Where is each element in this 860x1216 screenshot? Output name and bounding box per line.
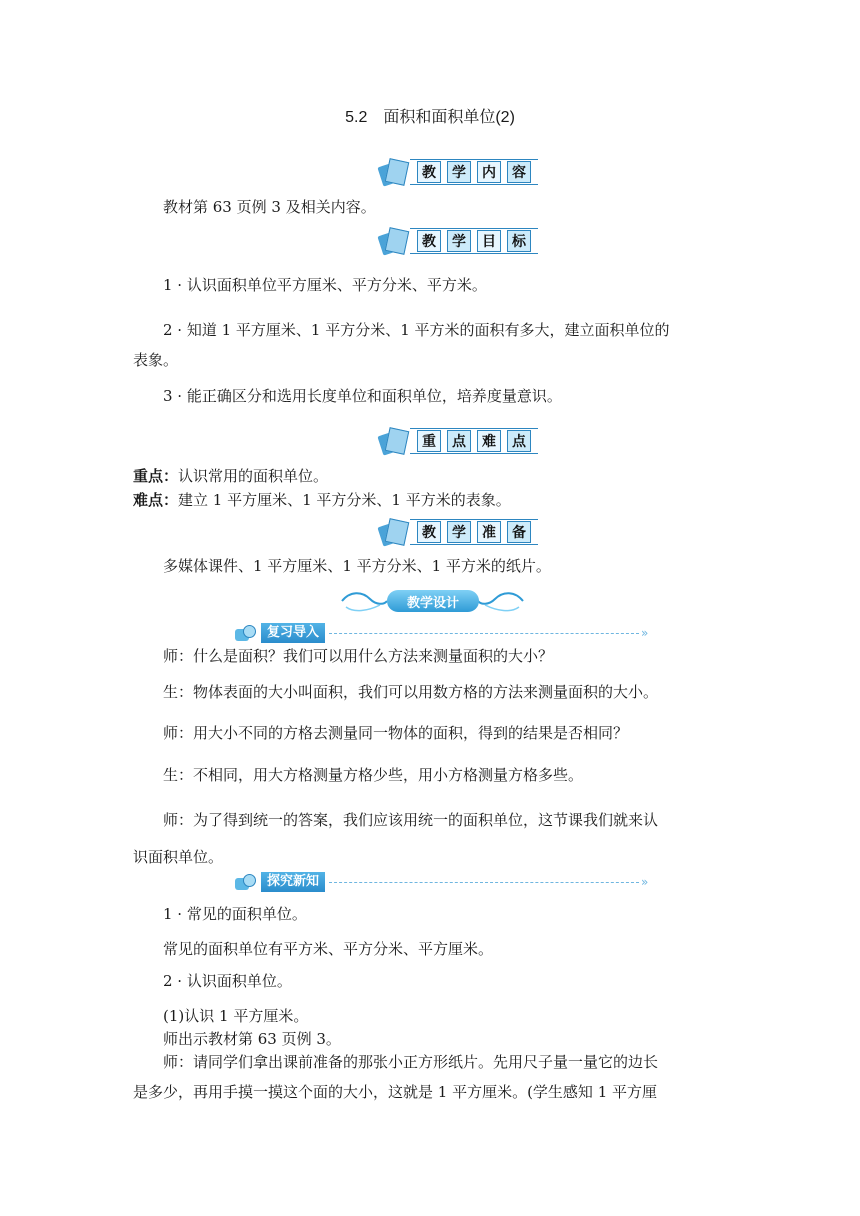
dialogue-line: 生：物体表面的大小叫面积，我们可以用数方格的方法来测量面积的大小。 — [163, 683, 659, 701]
banner-char: 教 — [417, 521, 441, 543]
key-label: 重点： — [133, 467, 179, 485]
banner-char: 难 — [477, 430, 501, 452]
double-arrow-icon: » — [641, 626, 649, 640]
section-banner-keypoints — [378, 426, 538, 456]
goal-item: 1 · 认识面积单位平方厘米、平方分米、平方米。 — [163, 276, 487, 294]
double-arrow-icon: » — [641, 875, 649, 889]
section-banner-content — [378, 157, 538, 187]
dialogue-line: 识面积单位。 — [133, 848, 224, 866]
key-point — [133, 466, 733, 486]
dialogue-line: 师：为了得到统一的答案，我们应该用统一的面积单位，这节课我们就来认 — [163, 811, 659, 829]
banner-char: 学 — [447, 521, 471, 543]
difficult-point — [133, 490, 733, 510]
difficult-text: 建立 1 平方厘米、1 平方分米、1 平方米的表象。 — [178, 491, 511, 509]
dialogue-line: 生：不相同，用大方格测量方格少些，用小方格测量方格多些。 — [163, 766, 584, 784]
dashed-line — [329, 882, 639, 883]
dialogue-line: 师：用大小不同的方格去测量同一物体的面积，得到的结果是否相同？ — [163, 724, 629, 742]
prep-text: 多媒体课件、1 平方厘米、1 平方分米、1 平方米的纸片。 — [163, 557, 551, 575]
explore-line: 是多少，再用手摸一摸这个面的大小，这就是 1 平方厘米。(学生感知 1 平方厘 — [133, 1083, 658, 1101]
design-label: 教学设计 — [387, 590, 479, 612]
banner-char: 教 — [417, 230, 441, 252]
dashed-line — [329, 633, 639, 634]
banner-char: 重 — [417, 430, 441, 452]
banner-char: 学 — [447, 230, 471, 252]
explore-line: 师：请同学们拿出课前准备的那张小正方形纸片。先用尺子量一量它的边长 — [163, 1053, 659, 1071]
section-banner-goals — [378, 226, 538, 256]
papers-icon — [378, 518, 408, 546]
banner-char: 容 — [507, 161, 531, 183]
banner-char: 目 — [477, 230, 501, 252]
dice-icon — [233, 623, 257, 643]
banner-char: 准 — [477, 521, 501, 543]
notebook-icon — [378, 427, 408, 455]
explore-line: 常见的面积单位有平方米、平方分米、平方厘米。 — [163, 940, 494, 958]
banner-char: 内 — [477, 161, 501, 183]
banner-char: 教 — [417, 161, 441, 183]
content-text: 教材第 63 页例 3 及相关内容。 — [163, 198, 376, 216]
book-icon — [378, 158, 408, 186]
explore-line: 师出示教材第 63 页例 3。 — [163, 1030, 341, 1048]
explore-line: 1 · 常见的面积单位。 — [163, 905, 307, 923]
banner-char: 学 — [447, 161, 471, 183]
goal-item: 表象。 — [133, 351, 179, 369]
section-banner-prep — [378, 517, 538, 547]
goal-item: 2 · 知道 1 平方厘米、1 平方分米、1 平方米的面积有多大，建立面积单位的 — [163, 321, 670, 339]
tag-review — [233, 622, 648, 644]
goal-item: 3 · 能正确区分和选用长度单位和面积单位，培养度量意识。 — [163, 387, 562, 405]
difficult-label: 难点： — [133, 491, 179, 509]
explore-line: 2 · 认识面积单位。 — [163, 972, 292, 990]
key-text: 认识常用的面积单位。 — [178, 467, 329, 485]
banner-char: 点 — [447, 430, 471, 452]
tag-review-label: 复习导入 — [261, 623, 325, 643]
dice-icon — [233, 872, 257, 892]
banner-char: 点 — [507, 430, 531, 452]
design-banner — [340, 587, 525, 615]
dialogue-line: 师：什么是面积？我们可以用什么方法来测量面积的大小？ — [163, 647, 554, 665]
tag-explore — [233, 871, 648, 893]
banner-char: 标 — [507, 230, 531, 252]
page-title: 5.2 面积和面积单位(2) — [345, 109, 515, 126]
books-icon — [378, 227, 408, 255]
tag-explore-label: 探究新知 — [261, 872, 325, 892]
banner-char: 备 — [507, 521, 531, 543]
explore-line: (1)认识 1 平方厘米。 — [163, 1007, 309, 1025]
